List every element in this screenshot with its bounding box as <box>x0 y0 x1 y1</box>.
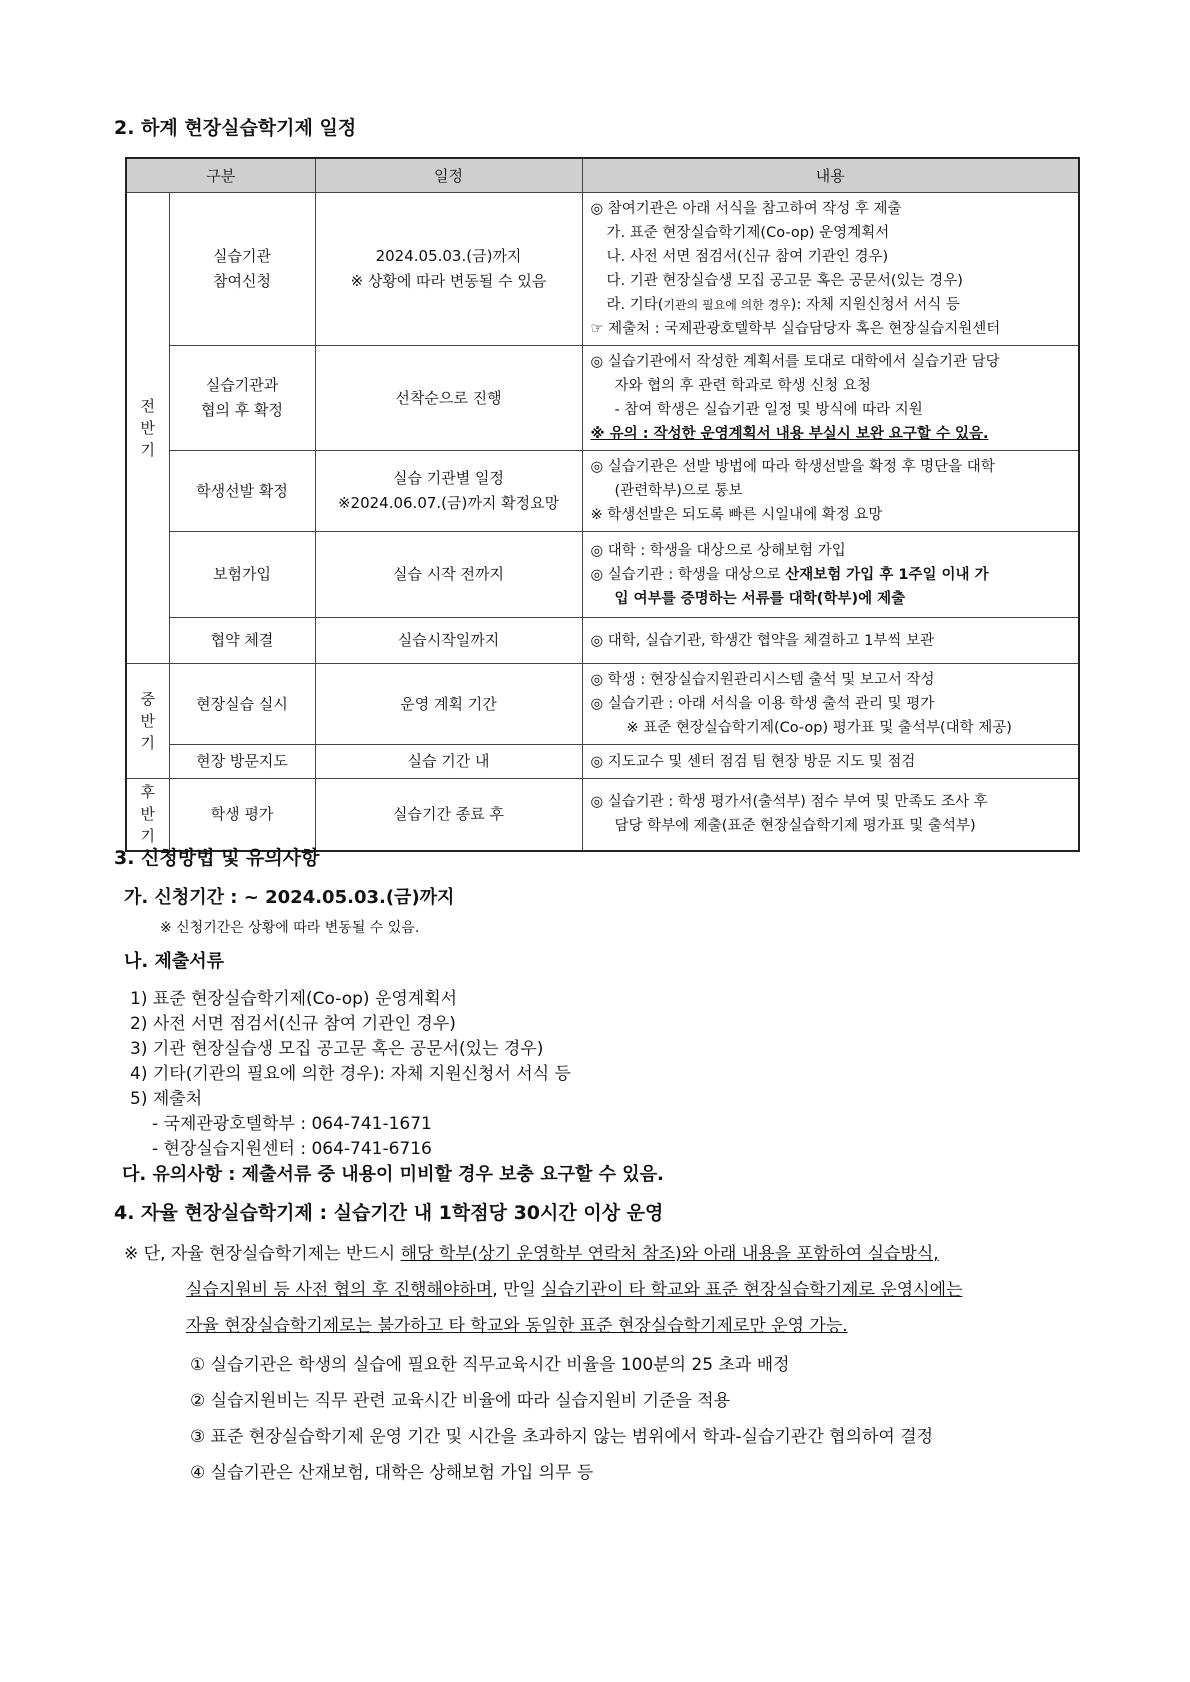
row-content <box>582 664 1079 745</box>
condition-item: ② 실습지원비는 직무 관련 교육시간 비율에 따라 실습지원비 기준을 적용 <box>190 1391 731 1411</box>
note-text: ※ 단, 자율 현장실습학기제는 반드시 <box>124 1244 401 1264</box>
condition-item: ① 실습기관은 학생의 실습에 필요한 직무교육시간 비율을 100분의 25 초과 배정 <box>190 1355 790 1375</box>
row-content <box>582 779 1079 851</box>
content-line-warning: ※ 유의 : 작성한 운영계획서 내용 부실시 보완 요구할 수 있음. <box>590 426 989 442</box>
row-date: 실습 기관별 일정 ※2024.06.07.(금)까지 확정요망 <box>315 451 582 532</box>
content-text-bold: 산재보험 가입 후 1주일 이내 가 <box>785 566 989 583</box>
content-line <box>591 293 1071 317</box>
note-text-underlined: 실습기관이 타 학교와 표준 현장실습학기제로 운영시에는 <box>541 1280 963 1300</box>
row-name: 협약 체결 <box>169 618 315 664</box>
section-3-title: 3. 신청방법 및 유의사항 <box>114 847 320 869</box>
document-item: 5) 제출처 <box>130 1089 203 1109</box>
row-content <box>582 532 1079 618</box>
row-name: 실습기관과 협의 후 확정 <box>169 346 315 451</box>
content-line <box>591 563 1071 587</box>
row-date: 실습 시작 전까지 <box>315 532 582 618</box>
content-line: ◎ 실습기관 : 아래 서식을 이용 학생 출석 관리 및 평가 <box>590 696 935 712</box>
row-content <box>582 618 1079 664</box>
row-content <box>582 193 1079 346</box>
row-date: 2024.05.03.(금)까지 ※ 상황에 따라 변동될 수 있음 <box>315 193 582 346</box>
application-period-title: 가. 신청기간 : ~ 2024.05.03.(금)까지 <box>124 887 455 908</box>
table-row <box>126 745 1079 779</box>
table-row <box>126 664 1079 745</box>
table-header-row <box>126 158 1079 193</box>
table-row <box>126 451 1079 532</box>
application-period-note: ※ 신청기간은 상황에 따라 변동될 수 있음. <box>160 920 420 936</box>
header-category: 구분 <box>126 158 315 193</box>
document-item: 3) 기관 현장실습생 모집 공고문 혹은 공문서(있는 경우) <box>130 1039 544 1059</box>
autonomous-note-line1 <box>124 1239 939 1264</box>
autonomous-note-line2 <box>186 1275 962 1300</box>
note-text-underlined: 해당 학부(상기 운영학부 연락처 참조)와 아래 내용을 포함하여 실습방식, <box>400 1244 939 1264</box>
content-line: ◎ 실습기관은 선발 방법에 따라 학생선발을 확정 후 명단을 대학 <box>590 459 995 475</box>
row-name: 학생선발 확정 <box>169 451 315 532</box>
row-date: 선착순으로 진행 <box>315 346 582 451</box>
table-row <box>126 193 1079 346</box>
table-row <box>126 346 1079 451</box>
note-text: , 만일 <box>492 1280 542 1300</box>
contact-item: - 국제관광호텔학부 : 064-741-1671 <box>152 1114 432 1134</box>
content-text: ): 자체 지원신청서 서식 등 <box>790 297 960 313</box>
row-date: 실습 기간 내 <box>315 745 582 779</box>
row-date: 실습기간 종료 후 <box>315 779 582 851</box>
header-content: 내용 <box>582 158 1079 193</box>
phase-second-half: 후 반 기 <box>126 779 169 851</box>
document-item: 4) 기타(기관의 필요에 의한 경우): 자체 지원신청서 서식 등 <box>130 1064 571 1084</box>
content-line: ※ 학생선발은 되도록 빠른 시일내에 확정 요망 <box>590 507 883 523</box>
content-line: 다. 기관 현장실습생 모집 공고문 혹은 공문서(있는 경우) <box>606 273 963 289</box>
phase-first-half: 전 반 기 <box>126 193 169 664</box>
content-line: (관련학부)으로 통보 <box>614 483 743 499</box>
row-content <box>582 346 1079 451</box>
content-line: 담당 학부에 제출(표준 현장실습학기제 평가표 및 출석부) <box>614 818 976 835</box>
content-line: 입 여부를 증명하는 서류를 대학(학부)에 제출 <box>614 590 906 607</box>
condition-item: ③ 표준 현장실습학기제 운영 기간 및 시간을 초과하지 않는 범위에서 학과-실습기관간 협의하여 결정 <box>190 1427 934 1447</box>
notice-title: 다. 유의사항 : 제출서류 중 내용이 미비할 경우 보충 요구할 수 있음. <box>122 1164 664 1185</box>
row-content <box>582 451 1079 532</box>
content-line: 가. 표준 현장실습학기제(Co-op) 운영계획서 <box>606 225 890 241</box>
row-name: 보험가입 <box>169 532 315 618</box>
note-text-underlined: 실습지원비 등 사전 협의 후 진행해야하며 <box>186 1280 493 1300</box>
documents-title: 나. 제출서류 <box>124 951 225 972</box>
content-line: ◎ 실습기관 : 학생 평가서(출석부) 점수 부여 및 만족도 조사 후 <box>590 794 988 811</box>
autonomous-note-line3: 자율 현장실습학기제로는 불가하고 타 학교와 동일한 표준 현장실습학기제로만 운영 가능. <box>186 1316 848 1336</box>
content-line: ※ 표준 현장실습학기제(Co-op) 평가표 및 출석부(대학 제공) <box>626 720 1012 736</box>
document-item: 1) 표준 현장실습학기제(Co-op) 운영계획서 <box>130 989 458 1009</box>
content-line: 자와 협의 후 관련 학과로 학생 신청 요청 <box>614 378 871 394</box>
row-date: 운영 계획 기간 <box>315 664 582 745</box>
content-line: ◎ 학생 : 현장실습지원관리시스템 출석 및 보고서 작성 <box>590 672 935 688</box>
content-text: 라. 기타( <box>606 297 664 313</box>
content-line: ◎ 대학, 실습기관, 학생간 협약을 체결하고 1부씩 보관 <box>590 632 935 649</box>
contact-item: - 현장실습지원센터 : 064-741-6716 <box>152 1139 432 1159</box>
row-name: 학생 평가 <box>169 779 315 851</box>
content-text: ◎ 실습기관 : 학생을 대상으로 <box>590 566 786 583</box>
content-line: - 참여 학생은 실습기관 일정 및 방식에 따라 지원 <box>614 402 923 418</box>
header-schedule: 일정 <box>315 158 582 193</box>
row-name: 실습기관 참여신청 <box>169 193 315 346</box>
row-date: 실습시작일까지 <box>315 618 582 664</box>
row-content <box>582 745 1079 779</box>
table-row <box>126 532 1079 618</box>
section-4-title: 4. 자율 현장실습학기제 : 실습기간 내 1학점당 30시간 이상 운영 <box>114 1202 664 1224</box>
schedule-table <box>125 157 1080 852</box>
content-line: ☞ 제출처 : 국제관광호텔학부 실습담당자 혹은 현장실습지원센터 <box>590 321 1001 337</box>
content-line: ◎ 실습기관에서 작성한 계획서를 토대로 대학에서 실습기관 담당 <box>590 354 1000 370</box>
phase-mid: 중 반 기 <box>126 664 169 779</box>
table-row <box>126 779 1079 851</box>
content-line: ◎ 참여기관은 아래 서식을 참고하여 작성 후 제출 <box>590 201 902 217</box>
content-text: 기관의 필요에 의한 경우 <box>663 298 791 312</box>
row-name: 현장 방문지도 <box>169 745 315 779</box>
table-row <box>126 618 1079 664</box>
document-item: 2) 사전 서면 점검서(신규 참여 기관인 경우) <box>130 1014 456 1034</box>
content-line: ◎ 대학 : 학생을 대상으로 상해보험 가입 <box>590 542 846 559</box>
row-name: 현장실습 실시 <box>169 664 315 745</box>
section-2-title: 2. 하계 현장실습학기제 일정 <box>114 117 357 139</box>
content-line: 나. 사전 서면 점검서(신규 참여 기관인 경우) <box>606 249 889 265</box>
content-line: ◎ 지도교수 및 센터 점검 팀 현장 방문 지도 및 점검 <box>590 753 916 770</box>
condition-item: ④ 실습기관은 산재보험, 대학은 상해보험 가입 의무 등 <box>190 1463 594 1483</box>
